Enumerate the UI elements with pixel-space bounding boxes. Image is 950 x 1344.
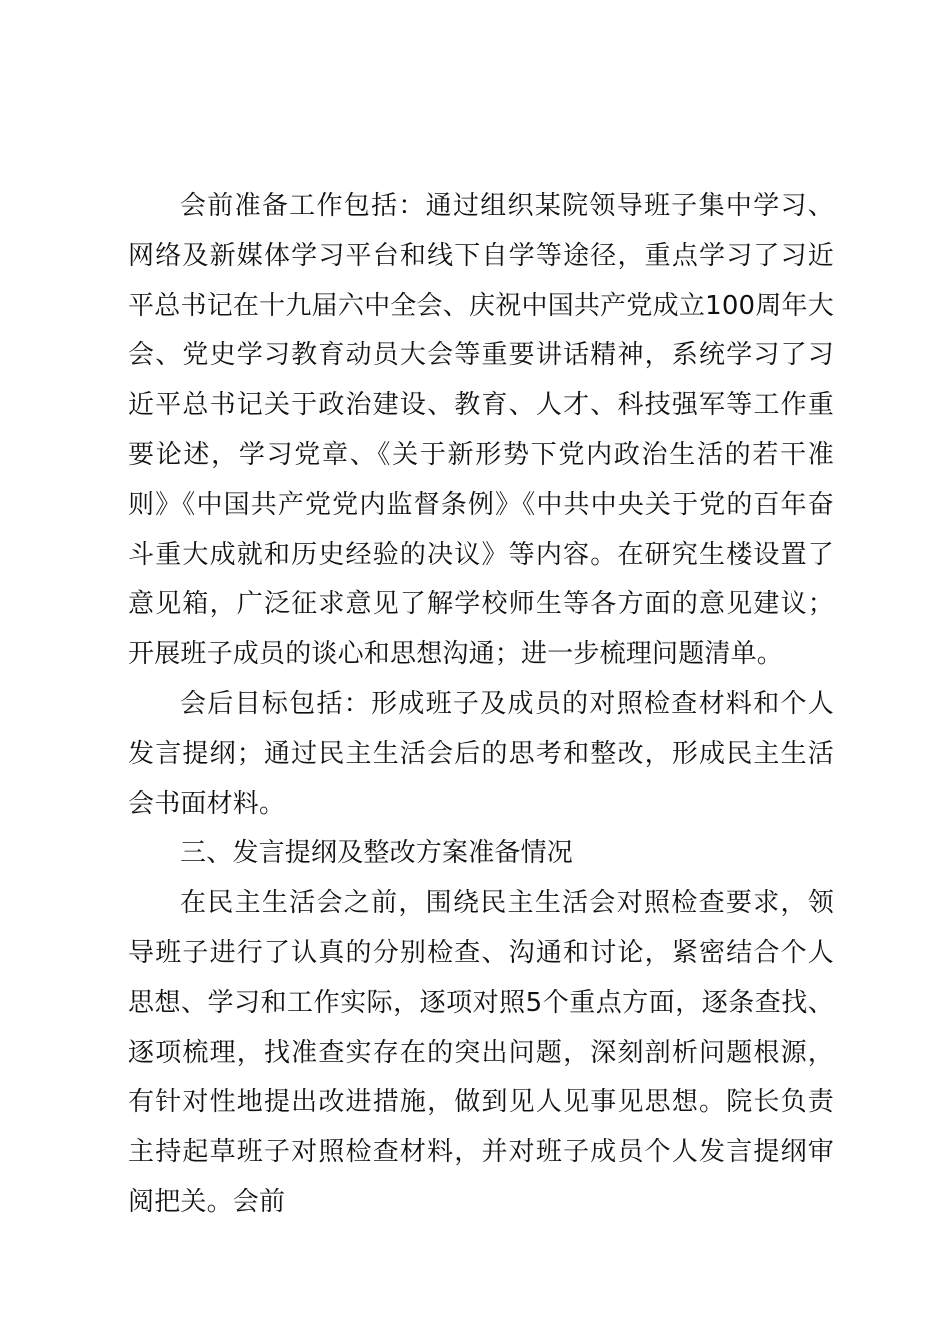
document-body [128, 182, 834, 1228]
section-heading: 三、发言提纲及整改方案准备情况 [180, 838, 574, 869]
paragraph-goals: 会后目标包括：形成班子及成员的对照检查材料和个人发言提纲；通过民主生活会后的思考和整改，形成民主生活会书面材料。 [128, 688, 834, 819]
paragraph-preparation: 会前准备工作包括：通过组织某院领导班子集中学习、网络及新媒体学习平台和线下自学等途径，重点学习了习近平总书记在十九届六中全会、庆祝中国共产党成立100周年大会、党史学习教育动员大会等重要讲话精神，系统学习了习近平总书记关于政治建设、教育、人才、科技强军等工作重要论述，学习党章、《关于新形势下党内政治生活的若干准则》《中国共产党党内监督条例》《中共中央关于党的百年奋斗重大成就和历史经验的决议》等内容。在研究生楼设置了意见箱，广泛征求意见了解学校师生等各方面的意见建议；开展班子成员的谈心和思想沟通；进一步梳理问题清单。 [128, 191, 834, 670]
paragraph-outline: 在民主生活会之前，围绕民主生活会对照检查要求，领导班子进行了认真的分别检查、沟通和讨论，紧密结合个人思想、学习和工作实际，逐项对照5个重点方面，逐条查找、逐项梳理，找准查实存在的突出问题，深刻剖析问题根源，有针对性地提出改进措施，做到见人见事见思想。院长负责主持起草班子对照检查材料，并对班子成员个人发言提纲审阅把关。会前 [128, 888, 834, 1217]
